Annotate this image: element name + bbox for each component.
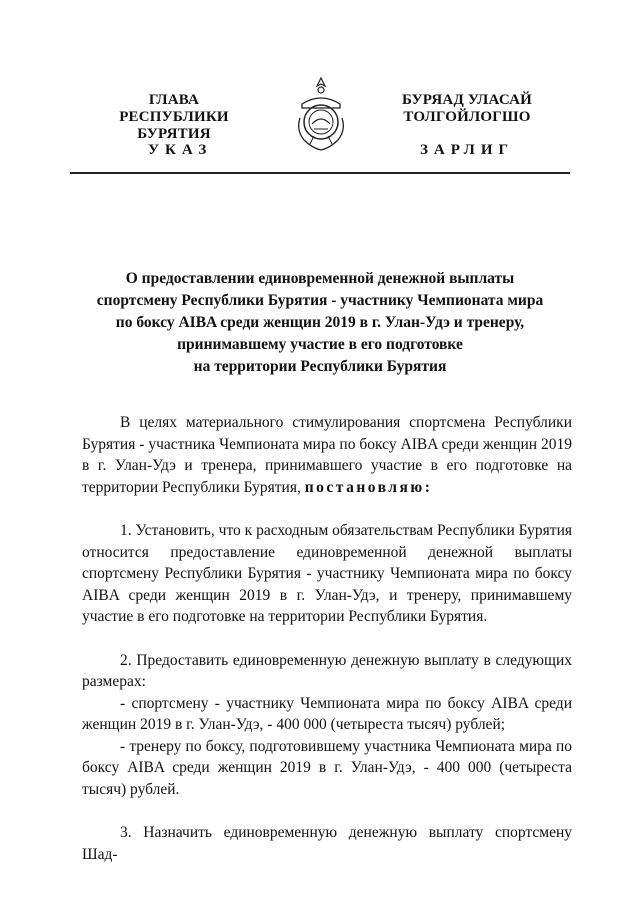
header-divider: [70, 172, 570, 174]
decree-verb: постановляю:: [304, 478, 433, 496]
decree-label-ru: УКАЗ: [148, 142, 213, 158]
issuer-right-line1: БУРЯАД УЛАСАЙ: [401, 92, 533, 108]
issuer-left: [84, 92, 264, 143]
clause-1: 1. Установить, что к расходным обязательствам Республики Бурятия относится предоставление единовременной денежной выплаты спортсмену Республики Бурятия - участнику Чемпионата мира по боксу AIBA среди женщин 2019 в г. Улан-Удэ, и тренеру, принимавшему участие в его подготовке на территории Республики Бурятия.: [82, 522, 572, 625]
document-body: [82, 412, 572, 887]
clause-3: 3. Назначить единовременную денежную выплату спортсмену Шад-: [82, 824, 572, 863]
document-title: [70, 268, 570, 378]
title-line: принимавшему участие в его подготовке: [177, 336, 463, 353]
decree-label-bur: ЗАРЛИГ: [420, 142, 515, 158]
title-line: спортсмену Республики Бурятия - участнику Чемпионата мира: [96, 292, 544, 309]
clause-2: 2. Предоставить единовременную денежную выплату в следующих размерах:: [82, 651, 572, 690]
issuer-left-line2: РЕСПУБЛИКИ БУРЯТИЯ: [119, 109, 229, 142]
issuer-left-line1: ГЛАВА: [148, 92, 200, 108]
clause-2-item-2: - тренеру по боксу, подготовившему участника Чемпионата мира по боксу AIBA среди женщин 2019 в г. Улан-Удэ, - 400 000 (четыреста тысяч) рублей.: [82, 737, 572, 798]
title-line: по боксу AIBA среди женщин 2019 в г. Улан-Удэ и тренеру,: [115, 314, 525, 331]
coat-of-arms-icon: [292, 74, 350, 152]
issuer-right: [378, 92, 556, 126]
clause-2-item-1: - спортсмену - участнику Чемпионата мира по боксу AIBA среди женщин 2019 в г. Улан-Удэ, - 400 000 (четыреста тысяч) рублей;: [82, 694, 572, 733]
title-line: на территории Республики Бурятия: [193, 358, 447, 375]
title-line: О предоставлении единовременной денежной выплаты: [125, 270, 515, 287]
preamble-text: В целях материального стимулирования спортсмена Республики Бурятия - участника Чемпионата мира по боксу AIBA среди женщин 2019 в г. Улан-Удэ и тренера, принимавшего участие в его подготовке на территории Республики Бурятия,: [82, 414, 572, 496]
preamble-paragraph: [82, 412, 572, 498]
issuer-right-line2: ТОЛГОЙЛОГШО: [403, 109, 531, 125]
